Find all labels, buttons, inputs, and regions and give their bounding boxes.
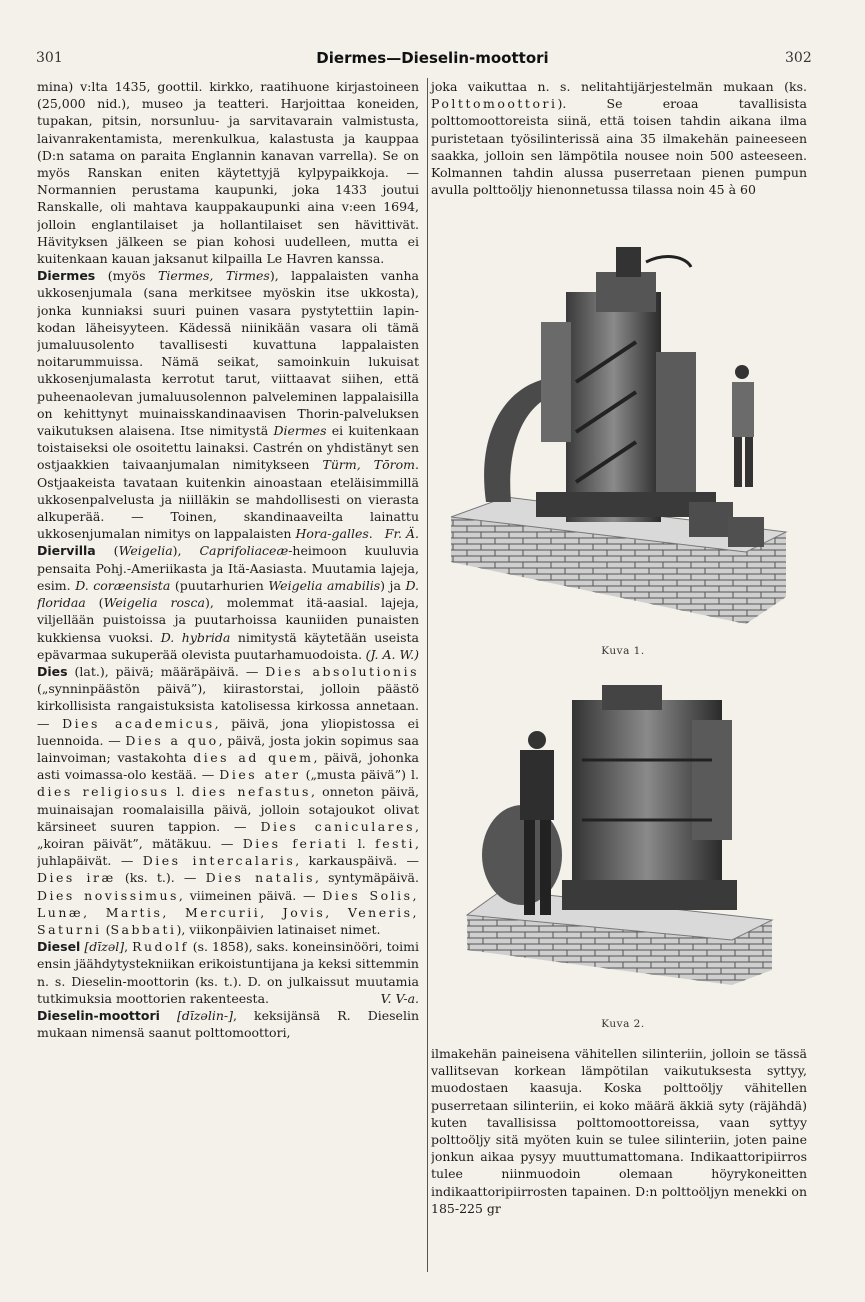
entry-dieselin-moottori: Dieselin-moottori [dīzəlin-], keksijänsä R. Dieselin mukaan nimensä saanut polttomoottori,	[37, 1007, 419, 1041]
entry-dieppe-continuation: mina) v:lta 1435, goottil. kirkko, raatihuone kirjastoineen (25,000 nid.), museo ja teatteri. Harjoittaa koneiden, tupakan, pitsin, norsunluu- ja sarvitavarain valmistusta, laivanrakentamista, merenkulkua, kalastusta ja kauppaa (D:n satama on paraita Englannin kanavan varrella). Se on myös Ranskan eniten käytettyjä kylpypaikkoja. — Normannien perustama kaupunki, joka 1433 joutui Ranskalle, oli mahtava kauppakaupunki aina v:een 1694, jolloin englantilaiset ja hollantilaiset sen hävittivät. Hävityksen jälkeen se pian kohosi uudelleen, mutta ei kuitenkaan kauan jaksanut kilpailla Le Havren kanssa.	[37, 79, 419, 267]
right-column-bottom	[431, 1045, 807, 1270]
figure-1-caption: Kuva 1.	[601, 645, 645, 657]
signature: V. V-a.	[380, 990, 419, 1006]
page-number-left: 301	[36, 50, 63, 66]
column-divider	[427, 78, 428, 1272]
entry-diermes: Diermes (myös Tiermes, Tirmes), lappalaisten vanha ukkosenjumala (sana merkitsee myöskin itse ukkosta), jonka kunniaksi suuri puinen vasara pystytettiin lapin-kodan läheisyyteen. Kädessä niinikään vasara oli tämä jumaluusolento tavallisesti kuvattuna lappalaisten noitarummuissa. Nämä seikat, samoinkuin lukuisat ukkosenjumalasta kerrotut tarut, viittaavat siihen, että puheenaolevan jumaluusolennon palveleminen lappalaisilla on kehittynyt muinaisskandinaavisen Thorin-palveluksen vaikutuksen alaisena. Itse nimitystä Diermes ei kuitenkaan toistaiseksi ole osoitettu lainaksi. Castrén on yhdistänyt sen ostjaakkien taivaanjumalan nimitykseen Türm, Tōrom. Ostjaakeista tavataan kuitenkin ainoastaan eteläisimmillä ukkosenpalvelusta ja niilläkin se mahdollisesti on vierasta alkuperää. — Toinen, skandinaaveilta lainattu ukkosenjumalan nimitys on lappalaisten Hora-galles. Fr. Ä.	[37, 268, 419, 542]
headword-dies: Dies	[37, 663, 68, 679]
left-column	[37, 78, 419, 1268]
headword-diervilla: Diervilla	[37, 543, 96, 559]
page-number-right: 302	[785, 50, 812, 66]
entry-dieselin-continuation: joka vaikuttaa n. s. nelitahtijärjestelmän mukaan (ks. Polttomoottori). Se eroaa tavallisista polttomoottoreista siinä, että toisen tahdin aikana ilma puristetaan työsilinterissä aina 35 ilmakehän paineeseen saakka, jolloin sen lämpötila nousee noin 500 asteeseen. Kolmannen tahdin alussa puserretaan pienen pumpun avulla polttoöljy hienonnetussa tilassa noin 45 à 60	[431, 79, 807, 198]
headword-diesel: Diesel	[37, 939, 81, 955]
signature: Fr. Ä.	[384, 526, 419, 542]
figure-2-caption: Kuva 2.	[601, 1018, 645, 1030]
page-header	[0, 50, 865, 72]
figure-1-diesel-engine-illustration	[446, 232, 791, 630]
running-title: Diermes—Dieselin-moottori	[316, 49, 549, 67]
cross-reference: Polttomoottori	[431, 96, 558, 112]
entry-diervilla: Diervilla (Weigelia), Caprifoliaceæ-heimoon kuuluvia pensaita Pohj.-Ameriikasta ja Itä-Aasiasta. Muutamia lajeja, esim. D. coræensista (puutarhurien Weigelia amabilis) ja D. floridaa (Weigelia rosca), molemmat itä-aasial. lajeja, viljellään puistoissa ja puutarhoissa kauniiden punaisten kukkiensa vuoksi. D. hybrida nimitystä käytetään useista epävarmaa sukuperää olevista puutarhamuodoista. (J. A. W.)	[37, 543, 419, 662]
right-column-top	[431, 78, 807, 198]
headword-dieselin-moottori: Dieselin-moottori	[37, 1007, 160, 1023]
entry-dieselin-continuation-2: ilmakehän paineisena vähitellen silinteriin, jolloin se tässä vallitsevan korkean lämpötilan vaikutuksesta syttyy, muodostaen kaasuja. Koska polttoöljy vähitellen puserretaan silinteriin, ei koko määrä äkkiä syty (räjähdä) kuten tavallisissa polttomoottoreissa, vaan syttyy polttoöljy sitä myöten kuin se tulee silinteriin, joten paine jonkun aikaa pysyy muuttumattomana. Indikaattoripiirros tulee niinmuodoin olemaan höyrykoneitten indikaattoripiirrosten tapainen. D:n polttoöljyn menekki on 185-225 gr	[431, 1046, 807, 1216]
signature: (J. A. W.)	[365, 646, 419, 662]
entry-dies: Dies (lat.), päivä; määräpäivä. — Dies absolutionis („synninpäästön päivä”), kiirastorstai, jolloin päästö kirkollisista rangaistuksista katolisessa kirkossa annetaan. — Dies academicus, päivä, jona yliopistossa ei luennoida. — Dies a quo, päivä, josta jokin sopimus saa lainvoiman; vastakohta dies ad quem, päivä, johonka asti voimassa-olo kestää. — Dies ater („musta päivä”) l. dies religiosus l. dies nefastus, onneton päivä, muinaisajan roomalaisilla päivä, jolloin sotajoukot olivat kärsineet suuren tappion. — Dies caniculares, „koiran päivät”, mätäkuu. — Dies feriati l. festi, juhlapäivät. — Dies intercalaris, karkauspäivä. — Dies iræ (ks. t.). — Dies natalis, syntymäpäivä. Dies novissimus, viimeinen päivä. — Dies Solis, Lunæ, Martis, Mercurii, Jovis, Veneris, Saturni (Sabbati), viikonpäivien latinaiset nimet.	[37, 663, 419, 937]
entry-diesel: Diesel [dīzəl], Rudolf (s. 1858), saks. koneinsinööri, toimi ensin jäähdytystekniikan erikoistuntijana ja keksi sittemmin n. s. Dieselin-moottorin (ks. t.). D. on julkaissut muutamia tutkimuksia moottorien rakenteesta. V. V-a.	[37, 939, 419, 1006]
headword-diermes: Diermes	[37, 268, 96, 284]
figure-2-diesel-engine-illustration	[462, 680, 778, 1000]
